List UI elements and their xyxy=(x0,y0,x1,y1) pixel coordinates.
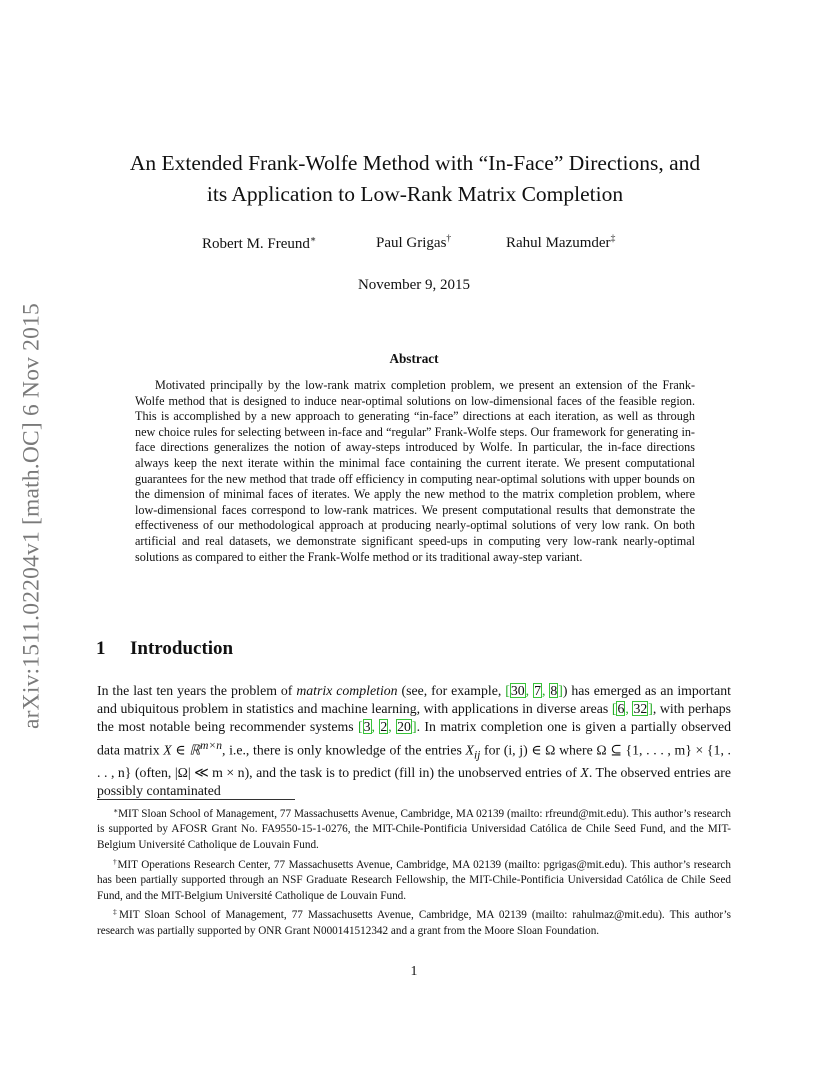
footnote-grigas xyxy=(97,854,731,904)
footnote-text: MIT Operations Research Center, 77 Massachusetts Avenue, Cambridge, MA 02139 (mailto: pgrigas@mit.edu). This author’s research has been partially supported through an NSF Graduate Research Fellowship, the MIT-Chile-Pontificia Universidad Católica de Chile Seed Fund, and the MIT-Belgium Université Catholique de Louvain Fund. xyxy=(97,858,731,902)
arxiv-identifier-stamp xyxy=(12,266,52,766)
citation-bracket: ] xyxy=(411,719,417,735)
section-number: 1 xyxy=(96,638,106,659)
citation-group xyxy=(612,701,653,716)
intro-emphasis: matrix completion xyxy=(296,683,398,698)
footnote-text: MIT Sloan School of Management, 77 Massachusetts Avenue, Cambridge, MA 02139 (mailto: rfreund@mit.edu). This author’s research is supported by AFOSR Grant No. FA9550-15-1-0276, the MIT-Chile-Pontificia Universidad Católica de Chile Seed Fund, and the MIT-Belgium Université Catholique de Louvain Fund. xyxy=(97,808,731,851)
paper-title xyxy=(95,148,735,210)
footnote-text: MIT Sloan School of Management, 77 Massachusetts Avenue, Cambridge, MA 02139 (mailto: rahulmaz@mit.edu). This author’s research was partially supported by ONR Grant N000141512342 and a grant from the Moore Sloan Foundation. xyxy=(97,909,731,937)
author-footnote-mark[interactable]: ∗ xyxy=(309,235,317,245)
abstract-body xyxy=(135,378,695,565)
paper-title-line-1: An Extended Frank-Wolfe Method with “In-Face” Directions, and xyxy=(129,151,701,175)
author-name: Rahul Mazumder xyxy=(506,235,611,251)
author-footnote-mark[interactable]: ‡ xyxy=(610,234,616,244)
footnote-divider xyxy=(97,799,295,800)
footnote-mark: ‡ xyxy=(113,907,120,917)
citation-link[interactable]: 2 xyxy=(380,719,388,735)
abstract-heading: Abstract xyxy=(389,351,439,366)
section-heading xyxy=(96,638,233,660)
author-freund xyxy=(202,234,316,253)
math-superscript: m×n xyxy=(200,739,222,752)
citation-group xyxy=(505,683,563,698)
citation-link[interactable]: 32 xyxy=(633,701,648,717)
abstract-text: Motivated principally by the low-rank matrix completion problem, we present an extension of the Frank-Wolfe method that is designed to induce near-optimal solutions on low-dimensional faces of the feasible region. This is accomplished by a new approach to generating “in-face” directions at each iteration, as well as through new choice rules for selecting between in-face and “regular” Frank-Wolfe steps. Our framework for generating in-face directions generalizes the notion of away-steps introduced by Wolfe. In particular, the in-face directions always keep the next iterate within the minimal face containing the current iterate. We present computational guarantees for the new method that trade off efficiency in computing near-optimal solutions with upper bounds on the dimension of minimal faces of iterates. We apply the new method to the matrix completion problem, where low-dimensional faces correspond to low-rank matrices. We present computational results that demonstrate the effectiveness of our methodological approach at producing nearly-optimal solutions of very low rank. On both artificial and real datasets, we demonstrate significant speed-ups in computing very low-rank nearly-optimal solutions as compared to either the Frank-Wolfe method or its traditional away-step variant. xyxy=(135,378,695,564)
intro-text: . In matrix completion one is given a partially observed data matrix xyxy=(97,719,732,758)
math-expression: X xyxy=(580,765,589,781)
citation-link[interactable]: 6 xyxy=(617,701,625,717)
intro-text: ) has emerged as an important and ubiquitous problem in statistics and machine learning, with applications in diverse areas xyxy=(97,683,731,717)
citation-separator: , xyxy=(625,701,633,717)
citation-link[interactable]: 20 xyxy=(397,719,411,735)
citation-group xyxy=(358,719,417,734)
intro-text: , with perhaps the most notable being recommender systems xyxy=(97,701,731,735)
author-list xyxy=(0,234,828,256)
page-number: 1 xyxy=(410,963,418,978)
footnote-mazumder xyxy=(97,904,731,939)
intro-text: , i.e., there is only knowledge of the entries xyxy=(221,742,466,758)
citation-separator: , xyxy=(541,683,550,698)
math-expression: X xyxy=(465,742,474,758)
footnotes xyxy=(97,803,731,940)
citation-link[interactable]: 30 xyxy=(510,683,525,698)
citation-bracket: ] xyxy=(648,701,653,717)
intro-paragraph xyxy=(97,682,731,801)
citation-link[interactable]: 7 xyxy=(534,683,541,698)
citation-bracket: [ xyxy=(611,701,617,717)
intro-text: for (i, j) ∈ Ω where Ω ⊆ {1, . . . , m} × {1, . . . , n} (often, |Ω| ≪ m × n), and the task is to predict (fill in) the unobserved entries of xyxy=(97,742,731,781)
paper-title-line-2: its Application to Low-Rank Matrix Completion xyxy=(206,182,624,206)
citation-bracket: ] xyxy=(558,683,563,698)
author-footnote-mark[interactable]: † xyxy=(446,234,452,244)
intro-text: In the last ten years the problem of xyxy=(97,683,297,698)
footnote-mark: ∗ xyxy=(113,806,119,815)
citation-link[interactable]: 3 xyxy=(363,719,371,735)
math-subscript: ij xyxy=(473,748,481,761)
math-expression: X ∈ ℝ xyxy=(163,742,201,758)
author-name: Robert M. Freund xyxy=(202,236,310,252)
intro-text: (see, for example, xyxy=(397,683,506,698)
author-name: Paul Grigas xyxy=(376,235,447,251)
citation-link[interactable]: 8 xyxy=(550,683,558,698)
author-grigas xyxy=(376,234,451,252)
citation-separator: , xyxy=(388,719,397,735)
footnote-mark: † xyxy=(113,856,118,866)
citation-separator: , xyxy=(525,683,534,698)
citation-bracket: [ xyxy=(505,683,510,698)
author-mazumder xyxy=(506,234,615,252)
intro-text: . The observed entries are possibly contaminated xyxy=(97,765,731,799)
arxiv-identifier-text: arXiv:1511.02204v1 [math.OC] 6 Nov 2015 xyxy=(18,303,45,729)
section-title: Introduction xyxy=(130,638,234,659)
citation-bracket: [ xyxy=(357,719,363,735)
footnote-freund xyxy=(97,803,731,853)
citation-separator: , xyxy=(371,719,380,735)
publication-date: November 9, 2015 xyxy=(357,277,471,293)
